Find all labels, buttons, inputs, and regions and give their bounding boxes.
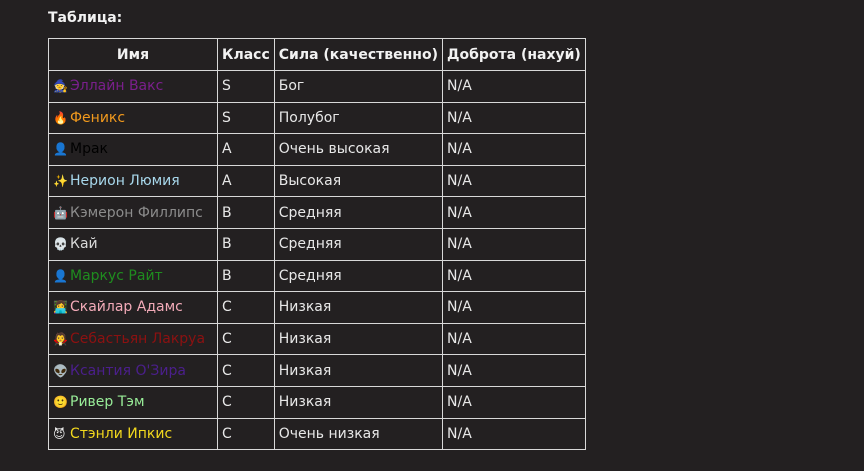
cell-class: B [218, 197, 275, 229]
table-caption: Таблица: [48, 10, 123, 26]
cell-name [49, 134, 218, 166]
character-name: Мрак [70, 141, 109, 158]
header-name: Имя [49, 39, 218, 71]
character-emoji-icon: 🧛 [53, 332, 68, 347]
cell-power: Низкая [274, 355, 442, 387]
cell-name [49, 71, 218, 103]
content [48, 8, 586, 450]
character-emoji-icon: 🔥 [53, 110, 68, 125]
character-name: Нерион Люмия [70, 173, 180, 190]
cell-power: Средняя [274, 197, 442, 229]
character-name: Скайлар Адамс [70, 299, 183, 316]
character-name: Ксантия О'Зира [70, 362, 186, 379]
cell-power: Бог [274, 71, 442, 103]
cell-kindness: N/A [443, 386, 586, 418]
character-name: Ривер Тэм [70, 394, 145, 411]
cell-kindness: N/A [443, 197, 586, 229]
cell-power: Средняя [274, 228, 442, 260]
table-row [49, 355, 586, 387]
cell-power: Низкая [274, 386, 442, 418]
cell-class: S [218, 71, 275, 103]
cell-class: C [218, 323, 275, 355]
character-table [48, 38, 586, 450]
character-emoji-icon: ✨ [53, 174, 68, 189]
character-emoji-icon: 🧙 [53, 79, 68, 94]
table-row [49, 260, 586, 292]
table-row [49, 386, 586, 418]
character-name: Феникс [70, 109, 126, 126]
table-row [49, 197, 586, 229]
character-emoji-icon: 👩‍💻 [53, 300, 68, 315]
cell-name [49, 165, 218, 197]
character-name: Маркус Райт [70, 267, 163, 284]
header-class: Класс [218, 39, 275, 71]
cell-name [49, 323, 218, 355]
cell-power: Полубог [274, 102, 442, 134]
cell-name [49, 102, 218, 134]
table-header-row [49, 39, 586, 71]
cell-name [49, 197, 218, 229]
cell-name [49, 228, 218, 260]
cell-class: C [218, 355, 275, 387]
character-emoji-icon: 🤖 [53, 205, 68, 220]
table-body [49, 71, 586, 450]
cell-name [49, 418, 218, 450]
cell-power: Очень высокая [274, 134, 442, 166]
cell-kindness: N/A [443, 134, 586, 166]
cell-class: C [218, 292, 275, 324]
cell-class: S [218, 102, 275, 134]
cell-kindness: N/A [443, 102, 586, 134]
cell-kindness: N/A [443, 71, 586, 103]
cell-kindness: N/A [443, 292, 586, 324]
character-name: Кай [70, 236, 98, 253]
cell-power: Очень низкая [274, 418, 442, 450]
table-row [49, 323, 586, 355]
character-name: Себастьян Лакруа [70, 331, 206, 348]
cell-class: A [218, 165, 275, 197]
cell-power: Высокая [274, 165, 442, 197]
table-row [49, 71, 586, 103]
cell-kindness: N/A [443, 355, 586, 387]
character-emoji-icon: 👤 [53, 268, 68, 283]
cell-kindness: N/A [443, 323, 586, 355]
cell-name [49, 260, 218, 292]
cell-class: A [218, 134, 275, 166]
character-name: Эллайн Вакс [70, 78, 164, 95]
header-kindness: Доброта (нахуй) [443, 39, 586, 71]
character-emoji-icon: 💀 [53, 237, 68, 252]
cell-kindness: N/A [443, 260, 586, 292]
table-row [49, 165, 586, 197]
character-emoji-icon: 👽 [53, 363, 68, 378]
cell-class: B [218, 228, 275, 260]
table-row [49, 418, 586, 450]
character-emoji-icon: 👤 [53, 142, 68, 157]
table-row [49, 292, 586, 324]
cell-name [49, 292, 218, 324]
cell-kindness: N/A [443, 418, 586, 450]
header-power: Сила (качественно) [274, 39, 442, 71]
cell-power: Низкая [274, 292, 442, 324]
cell-class: C [218, 386, 275, 418]
cell-name [49, 386, 218, 418]
cell-kindness: N/A [443, 165, 586, 197]
cell-class: C [218, 418, 275, 450]
character-name: Стэнли Ипкис [70, 425, 173, 442]
character-emoji-icon: 😈 [53, 426, 66, 441]
table-row [49, 134, 586, 166]
table-row [49, 102, 586, 134]
cell-class: B [218, 260, 275, 292]
character-emoji-icon: 🙂 [53, 395, 68, 410]
cell-name [49, 355, 218, 387]
character-name: Кэмерон Филлипс [70, 204, 203, 221]
cell-kindness: N/A [443, 228, 586, 260]
cell-power: Средняя [274, 260, 442, 292]
cell-power: Низкая [274, 323, 442, 355]
table-row [49, 228, 586, 260]
